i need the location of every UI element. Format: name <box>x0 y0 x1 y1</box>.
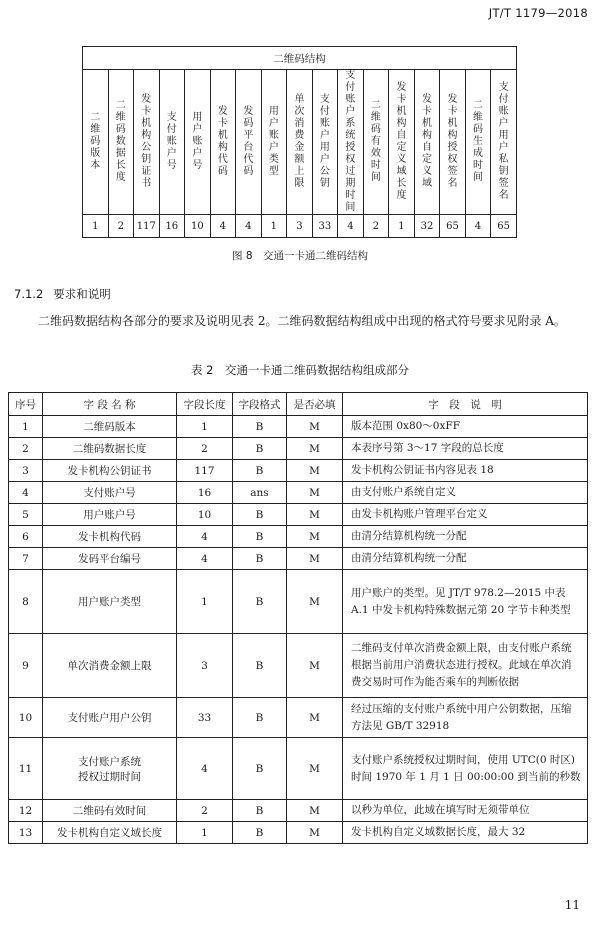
row-description: 支付账户系统授权过期时间，使用 UTC(0 时区)时间 1970 年 1 月 1 日 00:00:00 到当前的秒数 <box>343 738 588 800</box>
qr-field-length: 16 <box>159 215 185 238</box>
page-number: 11 <box>564 898 580 912</box>
qr-field-label-text: 发卡机构代码 <box>217 106 228 177</box>
table-row <box>9 570 588 634</box>
qr-field-label-text: 二维码版本 <box>90 112 101 171</box>
qr-field-length: 33 <box>312 215 338 238</box>
row-field-format: B <box>233 738 287 800</box>
table-row <box>9 698 588 738</box>
standard-number: JT/T 1179—2018 <box>488 6 588 20</box>
table-row <box>9 548 588 570</box>
qr-field-label-text: 用户账户类型 <box>268 106 279 177</box>
row-field-format: B <box>233 548 287 570</box>
qr-field-length: 1 <box>83 215 109 238</box>
qr-field-label-text: 发码平台代码 <box>243 106 254 177</box>
row-field-name: 支付账户用户公钥 <box>43 698 177 738</box>
qr-field-label <box>134 70 160 215</box>
qr-field-label <box>414 70 440 215</box>
row-field-format: B <box>233 416 287 438</box>
qr-field-label-text: 支付账户用户公钥 <box>319 94 330 189</box>
qr-field-label <box>185 70 211 215</box>
qr-structure-table <box>82 46 517 238</box>
table-row <box>9 504 588 526</box>
row-field-name: 二维码有效时间 <box>43 800 177 822</box>
row-field-length: 4 <box>177 548 233 570</box>
row-description: 发卡机构公钥证书内容见表 18 <box>343 460 588 482</box>
row-seq: 8 <box>9 570 43 634</box>
row-seq: 11 <box>9 738 43 800</box>
row-required: M <box>287 800 343 822</box>
row-description: 用户账户的类型。见 JT/T 978.2—2015 中表 A.1 中发卡机构特殊数据元第 20 字节卡种类型 <box>343 570 588 634</box>
qr-field-label <box>108 70 134 215</box>
qr-field-length: 4 <box>465 215 491 238</box>
row-field-format: B <box>233 822 287 844</box>
qr-field-label <box>491 70 517 215</box>
qr-field-label <box>287 70 313 215</box>
row-field-length: 117 <box>177 460 233 482</box>
qr-field-label <box>440 70 466 215</box>
row-field-length: 1 <box>177 416 233 438</box>
row-field-length: 4 <box>177 526 233 548</box>
table-caption: 表 2 交通一卡通二维码数据结构组成部分 <box>191 363 409 377</box>
row-field-format: B <box>233 570 287 634</box>
table-row <box>9 738 588 800</box>
row-field-length: 1 <box>177 570 233 634</box>
table-row <box>9 822 588 844</box>
row-required: M <box>287 738 343 800</box>
row-seq: 9 <box>9 634 43 698</box>
row-description: 由发卡机构账户管理平台定义 <box>343 504 588 526</box>
qr-field-length: 4 <box>236 215 262 238</box>
qr-field-label <box>261 70 287 215</box>
row-field-length: 10 <box>177 504 233 526</box>
qr-field-label <box>338 70 364 215</box>
data-structure-table <box>8 392 588 844</box>
row-field-name: 用户账户类型 <box>43 570 177 634</box>
row-field-name: 发卡机构自定义域长度 <box>43 822 177 844</box>
qr-field-length: 2 <box>108 215 134 238</box>
row-required: M <box>287 460 343 482</box>
row-required: M <box>287 570 343 634</box>
header-description: 字 段 说 明 <box>343 393 588 416</box>
qr-field-label-text: 发卡机构公钥证书 <box>141 94 152 189</box>
row-seq: 1 <box>9 416 43 438</box>
row-seq: 13 <box>9 822 43 844</box>
row-field-length: 33 <box>177 698 233 738</box>
row-field-name: 发卡机构代码 <box>43 526 177 548</box>
row-field-format: ans <box>233 482 287 504</box>
row-seq: 10 <box>9 698 43 738</box>
table-row <box>9 800 588 822</box>
row-seq: 5 <box>9 504 43 526</box>
row-field-format: B <box>233 504 287 526</box>
row-field-name: 支付账户号 <box>43 482 177 504</box>
header-field-format: 字段格式 <box>233 393 287 416</box>
qr-field-length: 2 <box>363 215 389 238</box>
row-field-length: 3 <box>177 634 233 698</box>
qr-field-label <box>159 70 185 215</box>
row-field-format: B <box>233 460 287 482</box>
qr-field-length: 1 <box>389 215 415 238</box>
row-required: M <box>287 504 343 526</box>
section-paragraph: 二维码数据结构各部分的要求及说明见表 2。二维码数据结构组成中出现的格式符号要求见附录 A。 <box>38 314 566 328</box>
row-field-name: 发码平台编号 <box>43 548 177 570</box>
qr-field-label-text: 用户账户号 <box>192 112 203 171</box>
row-required: M <box>287 438 343 460</box>
row-field-format: B <box>233 438 287 460</box>
qr-field-length: 117 <box>134 215 160 238</box>
row-field-length: 2 <box>177 800 233 822</box>
header-required: 是否必填 <box>287 393 343 416</box>
section-title: 要求和说明 <box>53 287 111 301</box>
row-field-name: 二维码数据长度 <box>43 438 177 460</box>
row-required: M <box>287 698 343 738</box>
row-field-name: 支付账户系统 授权过期时间 <box>43 738 177 800</box>
qr-field-label-text: 单次消费金额上限 <box>294 94 305 189</box>
row-field-name: 发卡机构公钥证书 <box>43 460 177 482</box>
row-description: 由清分结算机构统一分配 <box>343 526 588 548</box>
table-row <box>9 438 588 460</box>
row-description: 二维码支付单次消费金额上限，由支付账户系统根据当前用户消费状态进行授权。此域在单次消费交易时可作为能否乘车的判断依据 <box>343 634 588 698</box>
table-row <box>9 482 588 504</box>
table-row <box>9 460 588 482</box>
row-seq: 6 <box>9 526 43 548</box>
qr-field-label-text: 发卡机构自定义域长度 <box>396 82 407 201</box>
section-heading <box>14 286 111 302</box>
qr-field-label <box>363 70 389 215</box>
qr-field-label-text: 支付账户用户私钥签名 <box>498 82 509 201</box>
row-field-format: B <box>233 526 287 548</box>
qr-structure-title: 二维码结构 <box>83 47 517 70</box>
row-required: M <box>287 482 343 504</box>
qr-field-length: 65 <box>491 215 517 238</box>
row-description: 经过压缩的支付账户系统中用户公钥数据，压缩方法见 GB/T 32918 <box>343 698 588 738</box>
row-seq: 2 <box>9 438 43 460</box>
row-field-length: 2 <box>177 438 233 460</box>
row-field-name: 单次消费金额上限 <box>43 634 177 698</box>
qr-field-length: 4 <box>338 215 364 238</box>
row-field-format: B <box>233 800 287 822</box>
row-seq: 12 <box>9 800 43 822</box>
row-field-length: 16 <box>177 482 233 504</box>
header-field-length: 字段长度 <box>177 393 233 416</box>
qr-field-label <box>236 70 262 215</box>
table-row <box>9 634 588 698</box>
header-field-name: 字 段 名 称 <box>43 393 177 416</box>
row-required: M <box>287 416 343 438</box>
qr-field-length: 1 <box>261 215 287 238</box>
qr-field-label-text: 支付账户号 <box>166 112 177 171</box>
qr-field-length: 4 <box>210 215 236 238</box>
row-required: M <box>287 634 343 698</box>
row-field-length: 1 <box>177 822 233 844</box>
qr-field-label-text: 支付账户系统授权过期时间 <box>345 70 356 213</box>
row-required: M <box>287 822 343 844</box>
qr-field-label-text: 二维码数据长度 <box>115 100 126 183</box>
qr-field-label <box>389 70 415 215</box>
table-row <box>9 416 588 438</box>
qr-field-length: 3 <box>287 215 313 238</box>
row-required: M <box>287 548 343 570</box>
figure-caption: 图 8 交通一卡通二维码结构 <box>231 250 369 262</box>
section-number: 7.1.2 <box>14 287 44 301</box>
row-description: 发卡机构自定义域数据长度，最大 32 <box>343 822 588 844</box>
qr-field-length: 32 <box>414 215 440 238</box>
row-description: 本表序号第 3～17 字段的总长度 <box>343 438 588 460</box>
row-seq: 3 <box>9 460 43 482</box>
qr-field-length: 10 <box>185 215 211 238</box>
qr-field-label-text: 发卡机构授权签名 <box>447 94 458 189</box>
row-description: 由支付账户系统自定义 <box>343 482 588 504</box>
qr-field-label-text: 二维码有效时间 <box>370 100 381 183</box>
qr-field-label <box>210 70 236 215</box>
row-description: 由清分结算机构统一分配 <box>343 548 588 570</box>
qr-field-length: 65 <box>440 215 466 238</box>
row-field-length: 4 <box>177 738 233 800</box>
row-required: M <box>287 526 343 548</box>
qr-field-label-text: 发卡机构自定义域 <box>421 94 432 189</box>
row-description: 版本范围 0x80～0xFF <box>343 416 588 438</box>
row-seq: 4 <box>9 482 43 504</box>
qr-field-label <box>83 70 109 215</box>
header-seq: 序号 <box>9 393 43 416</box>
table-row <box>9 526 588 548</box>
qr-field-label-text: 二维码生成时间 <box>472 100 483 183</box>
qr-field-label <box>312 70 338 215</box>
row-field-format: B <box>233 634 287 698</box>
row-description: 以秒为单位，此域在填写时无须带单位 <box>343 800 588 822</box>
row-seq: 7 <box>9 548 43 570</box>
row-field-name: 二维码版本 <box>43 416 177 438</box>
row-field-format: B <box>233 698 287 738</box>
qr-field-label <box>465 70 491 215</box>
row-field-name: 用户账户号 <box>43 504 177 526</box>
